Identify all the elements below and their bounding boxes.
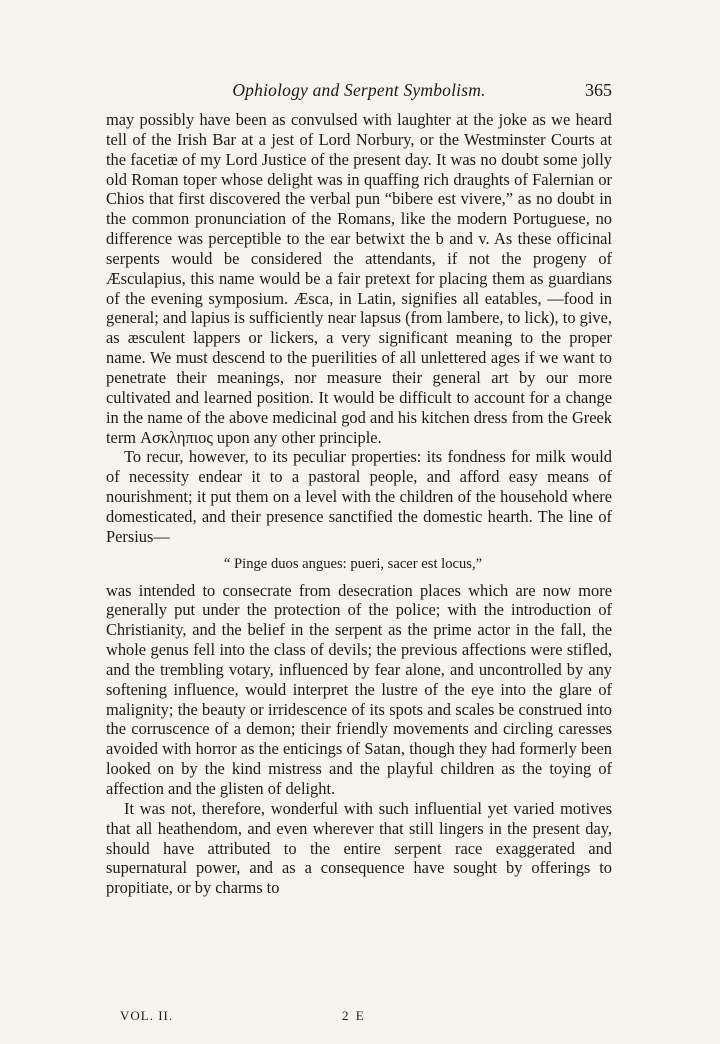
running-title: Ophiology and Serpent Symbolism. bbox=[232, 80, 486, 100]
page-footer bbox=[120, 1008, 420, 1030]
page-header bbox=[106, 80, 612, 104]
paragraph-properties: To recur, however, to its peculiar properties: its fondness for milk would of necessity endear it to a pastoral people, and afford easy means of nourishment; it put them on a level with the children of the household where domesticated, and their presence sanctified the domestic hearth. The line of Persius— bbox=[106, 447, 612, 546]
paragraph-christianity: was intended to consecrate from desecration places which are now more generally put under the protection of the police; with the introduction of Christianity, and the belief in the serpent as the prime actor in the fall, the whole genus fell into the class of devils; the previous affections were stifled, and the trembling votary, influenced by fear alone, and uncontrolled by any softening influence, would interpret the lustre of the eye into the glare of malignity; the beauty or irridescence of its spots and scales be construed into the corruscence of a demon; their friendly movements and circling caresses avoided with horror as the enticings of Satan, though they had formerly been looked on by the kind mistress and the playful children as the toying of affection and the glisten of delight. bbox=[106, 580, 612, 798]
page-number: 365 bbox=[585, 80, 612, 100]
persius-quote: “ Pinge duos angues: pueri, sacer est locus,” bbox=[223, 555, 483, 572]
paragraph-heathendom: It was not, therefore, wonderful with such influential yet varied motives that all heathendom, and even wherever that still lingers in the present day, should have attributed to the entire serpent race exaggerated and supernatural power, and as a consequence have sought by offerings to propitiate, or by charms to bbox=[106, 798, 612, 898]
body-text bbox=[106, 110, 612, 898]
paragraph-continued: may possibly have been as convulsed with laughter at the joke as we heard tell of the Irish Bar at a jest of Lord Norbury, or the Westminster Courts at the facetiæ of my Lord Justice of the present day. It was no doubt some jolly old Roman toper whose delight was in quaffing rich draughts of Falernian or Chios that first discovered the verbal pun “bibere est vivere,” as no doubt in the common pronunciation of the Romans, like the modern Portuguese, no difference was perceptible to the ear betwixt the b and v. As these officinal serpents would be considered the attendants, if not the progeny of Æsculapius, this name would be a fair pretext for placing them as guardians of the evening symposium. Æsca, in Latin, signifies all eatables, —food in general; and lapius is sufficiently near lapsus (from lambere, to lick), to give, as æsculent lappers or lickers, a very significant meaning to the proper name. We must descend to the puerilities of all unlettered ages if we want to penetrate their meanings, nor measure their general art by our more cultivated and learned position. It would be difficult to account for a change in the name of the above medicinal god and his kitchen dress from the Greek term Ασκληπιος upon any other principle. bbox=[106, 110, 612, 447]
volume-mark: VOL. II. bbox=[120, 1008, 174, 1023]
signature-mark: 2 E bbox=[342, 1008, 366, 1023]
